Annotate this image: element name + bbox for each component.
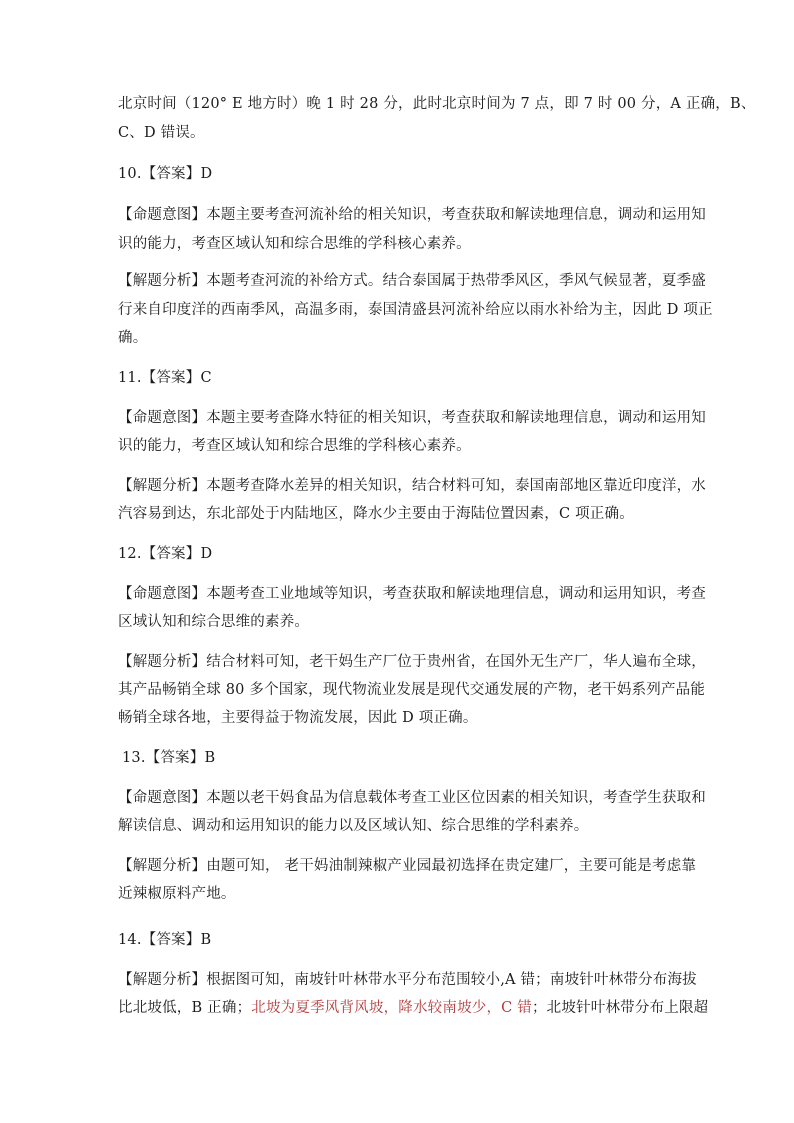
text-segment: 比北坡低，B 正确； bbox=[118, 1000, 252, 1016]
answer-heading: 13.【答案】B bbox=[122, 750, 216, 766]
answer-heading: 10.【答案】D bbox=[118, 166, 213, 182]
text-line-mixed bbox=[118, 998, 709, 1018]
text-line: 【解题分析】根据图可知，南坡针叶林带水平分布范围较小,A 错；南坡针叶林带分布海拔 bbox=[118, 972, 697, 988]
text-line: 【命题意图】本题主要考查河流补给的相关知识，考查获取和解读地理信息，调动和运用知 bbox=[118, 207, 706, 223]
text-line: 识的能力，考查区域认知和综合思维的学科核心素养。 bbox=[118, 438, 471, 454]
text-line: 其产品畅销全球 80 多个国家，现代物流业发展是现代交通发展的产物，老干妈系列产品能 bbox=[118, 682, 706, 698]
text-line: 【解题分析】本题考查降水差异的相关知识，结合材料可知，泰国南部地区靠近印度洋，水 bbox=[118, 478, 706, 494]
text-line: 畅销全球各地，主要得益于物流发展，因此 D 项正确。 bbox=[118, 710, 478, 726]
text-line: 区域认知和综合思维的素养。 bbox=[118, 614, 310, 630]
text-line: 汽容易到达，东北部处于内陆地区，降水少主要由于海陆位置因素，C 项正确。 bbox=[118, 506, 634, 522]
text-line: 近辣椒原料产地。 bbox=[118, 886, 236, 902]
text-line: 行来自印度洋的西南季风，高温多雨，泰国清盛县河流补给应以雨水补给为主，因此 D 项正 bbox=[118, 302, 713, 318]
text-line: 确。 bbox=[118, 330, 148, 346]
answer-heading: 11.【答案】C bbox=[118, 370, 212, 386]
text-segment: ；北坡针叶林带分布上限超 bbox=[531, 1000, 709, 1016]
text-line: 【解题分析】结合材料可知，老干妈生产厂位于贵州省，在国外无生产厂，华人遍布全球， bbox=[118, 654, 706, 670]
text-line: 解读信息、调动和运用知识的能力以及区域认知、综合思维的学科素养。 bbox=[118, 818, 589, 834]
text-line: 识的能力，考查区域认知和综合思维的学科核心素养。 bbox=[118, 236, 471, 252]
answer-heading: 12.【答案】D bbox=[118, 546, 213, 562]
text-line: 【解题分析】本题考查河流的补给方式。结合泰国属于热带季风区，季风气候显著，夏季盛 bbox=[118, 273, 706, 289]
text-line: 【命题意图】本题以老干妈食品为信息载体考查工业区位因素的相关知识，考查学生获取和 bbox=[118, 790, 706, 806]
text-line: 【命题意图】本题主要考查降水特征的相关知识，考查获取和解读地理信息，调动和运用知 bbox=[118, 410, 706, 426]
answer-heading: 14.【答案】B bbox=[118, 932, 212, 948]
text-line: 北京时间（120° E 地方时）晚 1 时 28 分，此时北京时间为 7 点，即 7 时 00 分，A 正确，B、 bbox=[118, 96, 756, 112]
text-line: C、D 错误。 bbox=[118, 125, 205, 141]
highlighted-text: 北坡为夏季风背风坡，降水较南坡少，C 错 bbox=[251, 1000, 532, 1016]
text-line: 【命题意图】本题考查工业地域等知识，考查获取和解读地理信息，调动和运用知识，考查 bbox=[118, 586, 706, 602]
text-line: 【解题分析】由题可知， 老干妈油制辣椒产业园最初选择在贵定建厂，主要可能是考虑靠 bbox=[118, 858, 697, 874]
